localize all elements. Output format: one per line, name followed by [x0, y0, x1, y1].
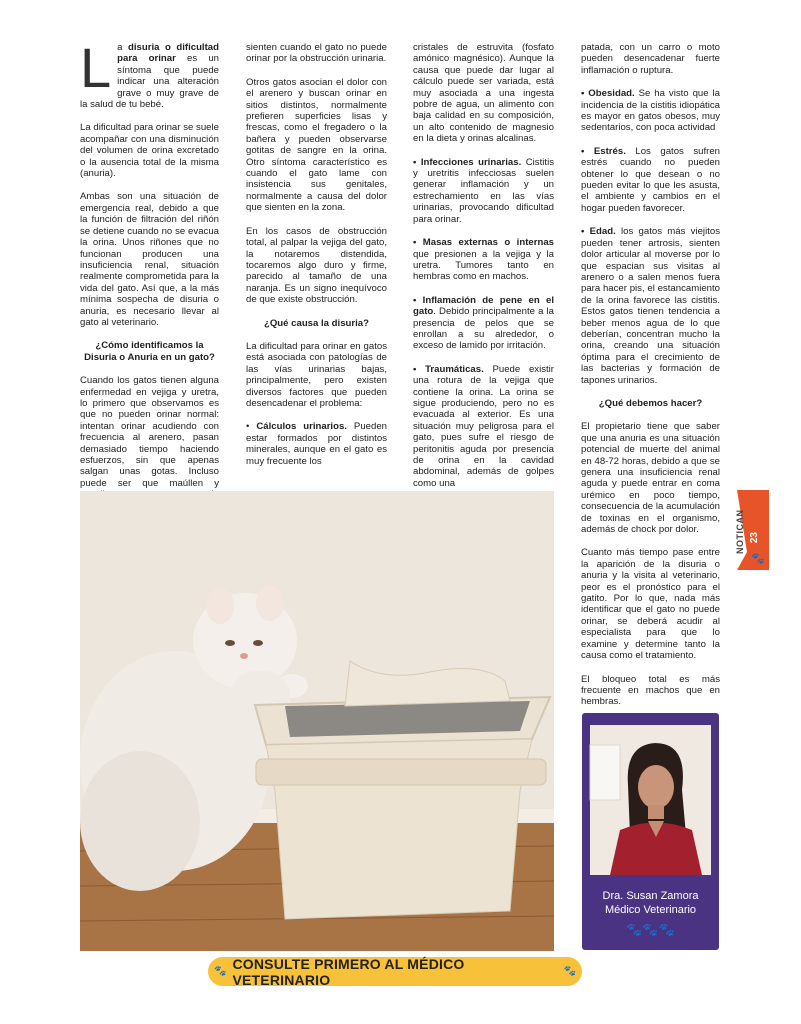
paragraph: patada, con un carro o moto pueden desencadenar fuerte inflamación o ruptura. — [581, 42, 720, 76]
paragraph: Cuanto más tiempo pase entre la aparición de la disuria o anuria y la visita al veterinario, peor es el pronóstico para el gatito. Por lo que, nada más identificar que el gato no puede orinar, se deberá acudir al especialista para que lo examine y determine tanto la causa como el tratamiento. — [581, 547, 720, 662]
brand-vertical-label: NOTICAN — [735, 509, 745, 554]
paw-icon: 🐾 — [751, 553, 765, 565]
article-column-1 — [80, 36, 219, 489]
paragraph: cristales de estruvita (fosfato amónico magnésico). Aunque la causa que puede dar lugar al cálculo puede ser variada, está muy asociada a una ingesta pobre de agua, un alimento con baja calidad en su composición, un alto contenido de magnesio en la dieta y orinas alcalinas. — [413, 42, 554, 145]
paragraph: sienten cuando el gato no puede orinar por la obstrucción urinaria. — [246, 42, 387, 65]
article-column-4 — [581, 42, 720, 710]
cat-litterbox-illustration — [80, 491, 554, 951]
paragraph: Ambas son una situación de emergencia real, debido a que la función de filtración del riñón se detiene cuando no se evacua la orina. Unos riñones que no funcionan producen una insuficiencia renal, situación realmente comprometida para la vida del gato. Así que, a la más mínima sospecha de disuria o anuria, es necesario llevar al gato al veterinario. — [80, 191, 219, 328]
paw-icon: 🐾 — [214, 966, 227, 977]
bullet-paragraph: • Edad. los gatos más viejitos pueden tener artrosis, sienten dolor articular al moverse por lo que espacian sus visitas al arenero o a salen menos fuera para hacer pis, el estancamiento de la orina favorece las cistitis. Estos gatos tienen tendencia a beber menos agua de lo que deberían, concentran mucho la orina, creando una situación óptima para el crecimiento de las bacterias y formación de tapones urinarios. — [581, 226, 720, 386]
paw-icon: 🐾 — [563, 966, 576, 977]
author-title: Médico Veterinario — [604, 904, 697, 916]
author-name: Dra. Susan Zamora — [602, 890, 699, 902]
paragraph: Cuando los gatos tienen alguna enfermedad en vejiga y uretra, lo primero que observamos es que no pueden orinar normal: intentan orinar acudiendo con frecuencia al arenero, pasan demasiado tiempo haciendo esfuerzos, sin que apenas salgan unas gotas. Incluso puede ser que maúllen y — [80, 375, 219, 489]
section-heading: ¿Cómo identificamos la Disuria o Anuria en un gato? — [84, 340, 215, 363]
author-card — [582, 713, 719, 950]
bullet-paragraph: • Masas externas o internas que presionen a la vejiga y la uretra. Tumores tanto en hembras como en machos. — [413, 237, 554, 283]
paragraph: El bloqueo total es más frecuente en machos que en hembras. — [581, 673, 720, 708]
paw-icons: 🐾🐾🐾 — [626, 922, 675, 937]
bullet-paragraph: • Cálculos urinarios. Pueden estar formados por distintos minerales, aunque en el gato es muy frecuente los — [246, 421, 387, 467]
intro-paragraph: La disuria o dificultad para orinar es un síntoma que puede indicar una alteración grave o muy grave de la salud de tu bebé. — [80, 36, 219, 111]
page-side-tab — [727, 490, 769, 570]
section-heading: ¿Qué debemos hacer? — [598, 397, 703, 409]
bullet-paragraph: • Inflamación de pene en el gato. Debido principalmente a la presencia de pelos que se enrollan a su alrededor, o exceso de lamido por irritación. — [413, 294, 554, 352]
author-portrait — [590, 725, 711, 875]
bullet-paragraph: • Traumáticas. Puede existir una rotura de la vejiga que contiene la orina. La orina se sigue produciendo, pero no es evacuada al exterior. Es una situación muy peligrosa para el gato, pues sufre el riesgo de peritonitis aguda por presencia de orina en la cavidad abdominal, además de golpes como una — [413, 363, 554, 489]
paragraph: En los casos de obstrucción total, al palpar la vejiga del gato, la notaremos distendida, tocaremos algo duro y firme, parecido al tamaño de una naranja. Es un signo inequívoco de que existe obstrucción. — [246, 225, 387, 306]
bullet-paragraph: • Estrés. Los gatos sufren estrés cuando no pueden obtener lo que desean o no pueden evitar lo que les asusta, el ambiente y cambios en el hogar pueden favorecer. — [581, 145, 720, 214]
paragraph: La dificultad para orinar se suele acompañar con una disminución del volumen de orina excretado o la ausencia total de la misma (anuria). — [80, 122, 219, 180]
cat-litterbox-photo — [80, 491, 554, 951]
paragraph: Otros gatos asocian el dolor con el arenero y buscan orinar en sitios distintos, normalmente prefieren superficies lisas y frescas, como el fregadero o la bañera y pueden observarse gotitas de sangre en la orina. Otro síntoma característico es cuando el gato lame con insistencia sus genitales, normalmente a causa del dolor que sienten en la zona. — [246, 76, 387, 214]
footer-text: CONSULTE PRIMERO AL MÉDICO VETERINARIO — [232, 955, 465, 988]
drop-cap: L — [80, 36, 112, 99]
article-column-3 — [413, 42, 554, 487]
article-column-2 — [246, 42, 387, 487]
footer-banner — [208, 957, 582, 986]
bullet-paragraph: • Obesidad. Se ha visto que la incidencia de la cistitis idiopática es mayor en gatos obesos, muy sedentarios, con poca actividad — [581, 88, 721, 134]
paragraph: La dificultad para orinar en gatos está asociada con patologías de las vías urinarias bajas, principalmente, pero existen diversos factores que pueden desencadenar el problema: — [246, 340, 387, 409]
page-number: 23 — [749, 532, 760, 544]
bullet-paragraph: • Infecciones urinarias. Cistitis y uretritis infecciosas suelen generar inflamación y un estrechamiento en las vías urinarias, provocando dificultad para orinar. — [413, 156, 554, 225]
author-photo — [590, 725, 711, 875]
section-heading: ¿Qué causa la disuria? — [263, 317, 370, 329]
paragraph: El propietario tiene que saber que una anuria es una situación potencial de muerte del animal en 48-72 horas, debido a que se genera una insuficiencia renal aguda y puede entrar en coma urémico en poco tiempo, consecuencia de la acumulación de toxinas en el organismo, además de chock por dolor. — [581, 421, 720, 536]
